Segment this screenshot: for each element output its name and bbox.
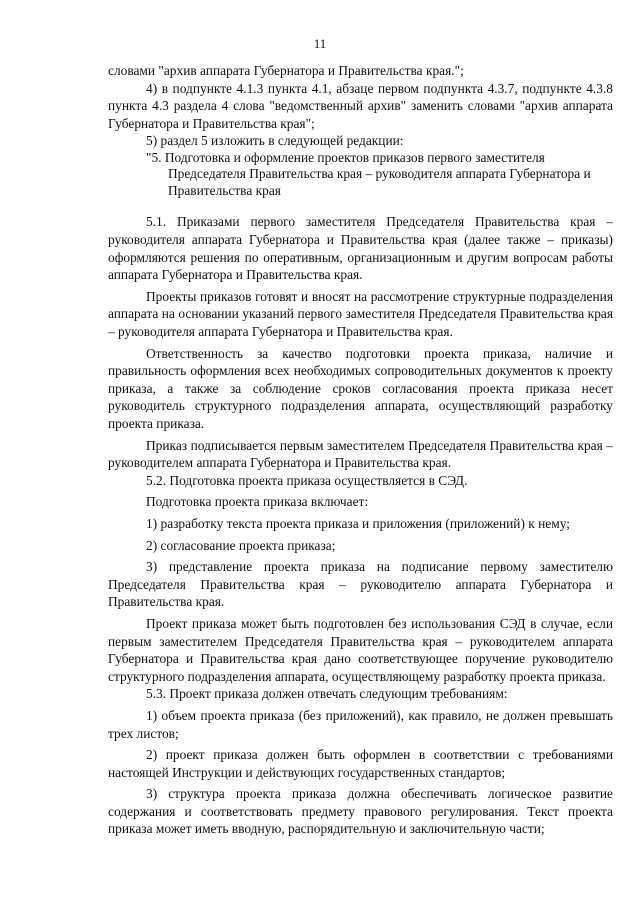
paragraph-item-4: 4) в подпункте 4.1.3 пункта 4.1, абзаце первом подпункта 4.3.7, подпункте 4.3.8 пункта 4.3 раздела 4 слова "ведомственный архив" заменить словами "архив аппарата Губернатора и Правительства края";: [108, 80, 613, 131]
paragraph-requirement-2: 2) проект приказа должен быть оформлен в соответствии с требованиями настоящей Инструкции и действующих государственных стандартов;: [108, 747, 613, 780]
paragraph-preparation-includes: Подготовка проекта приказа включает:: [146, 494, 369, 510]
page-number: 11: [313, 36, 327, 51]
paragraph-5-1: 5.1. Приказами первого заместителя Председателя Правительства края – руководителя аппарата Губернатора и Правительства края (далее также – приказы) оформляются решения по оперативным, организационным и другим вопросам работы аппарата Губернатора и Правительства края.: [108, 214, 613, 283]
paragraph-item-5: 5) раздел 5 изложить в следующей редакции:: [146, 133, 404, 149]
document-body: [108, 62, 613, 838]
section-heading-line-1: "5. Подготовка и оформление проектов приказов первого заместителя: [146, 149, 545, 165]
paragraph-5-2: 5.2. Подготовка проекта приказа осуществляется в СЭД.: [146, 472, 468, 488]
paragraph-drafts-prepared: Проекты приказов готовят и вносят на рассмотрение структурные подразделения аппарата на основании указаний первого заместителя Председателя Правительства края – руководителя аппарата Губернатора и Правительства края.: [108, 288, 613, 340]
paragraph-list-1: 1) разработку текста проекта приказа и приложения (приложений) к нему;: [146, 515, 570, 531]
section-heading: [108, 150, 613, 200]
paragraph-without-sed: Проект приказа может быть подготовлен без использования СЭД в случае, если первым заместителем Председателя Правительства края – руководителем аппарата Губернатора и Правительства края дано соответствующее поручение руководителю структурного подразделения аппарата, осуществляющему разработку проекта приказа.: [108, 615, 613, 684]
paragraph-5-3: 5.3. Проект приказа должен отвечать следующим требованиям:: [146, 686, 508, 702]
paragraph-list-3: 3) представление проекта приказа на подписание первому заместителю Председателя Правительства края – руководителю аппарата Губернатора и Правительства края.: [108, 559, 613, 610]
paragraph-requirement-1: 1) объем проекта приказа (без приложений), как правило, не должен превышать трех листов;: [108, 707, 613, 741]
paragraph-signing: Приказ подписывается первым заместителем Председателя Правительства края – руководителем аппарата Губернатора и Правительства края.: [108, 437, 613, 471]
paragraph-archive-words: словами "архив аппарата Губернатора и Правительства края.";: [108, 63, 464, 78]
section-heading-line-2: Председателя Правительства края – руководителя аппарата Губернатора и Правительства края: [168, 166, 591, 198]
paragraph-requirement-3: 3) структура проекта приказа должна обеспечивать логическое развитие содержания и соответствовать предмету правового регулирования. Текст проекта приказа может иметь вводную, распорядительную и заключительную части;: [108, 786, 613, 837]
paragraph-responsibility: Ответственность за качество подготовки проекта приказа, наличие и правильность оформления всех необходимых сопроводительных документов к проекту приказа, а также за соблюдение сроков согласования проекта приказа несет руководитель структурного подразделения аппарата, осуществляющий разработку проекта приказа.: [108, 345, 613, 431]
paragraph-list-2: 2) согласование проекта приказа;: [146, 537, 336, 553]
